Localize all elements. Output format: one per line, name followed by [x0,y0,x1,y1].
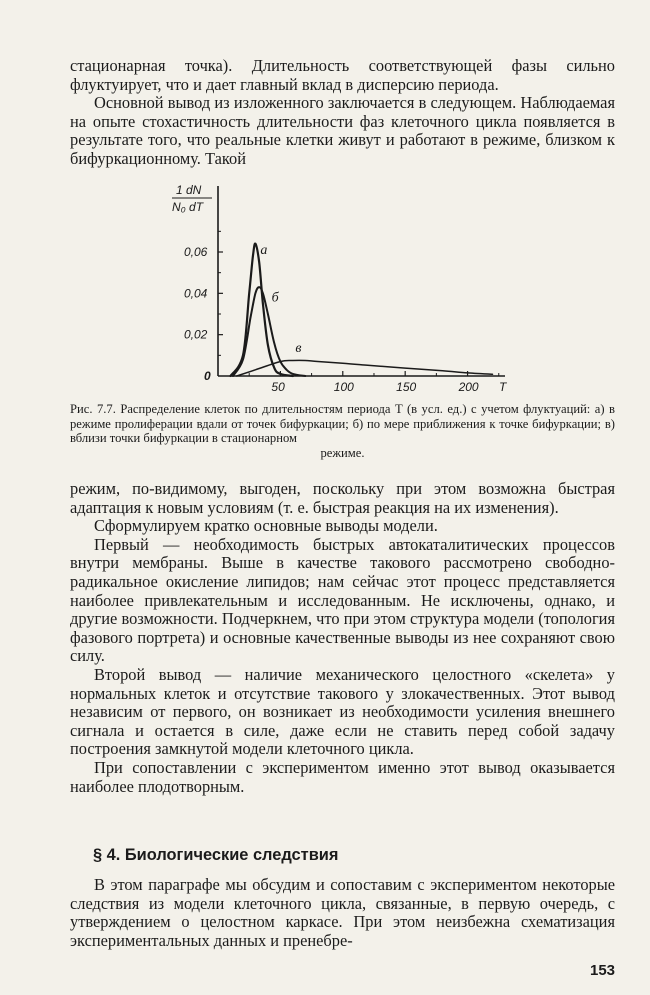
curve-label-a: а [260,243,268,259]
paragraph: режим, по-видимому, выгоден, поскольку при этом возможна быстрая адаптация к новым условиям (т. е. быстрая реакция на их изменения). [70,479,615,517]
x-tick-label: 200 [458,380,479,394]
curve-b [233,287,305,376]
y-tick-label: 0,06 [184,245,208,259]
x-axis-label: T [499,380,507,394]
x-tick-label: 100 [333,380,354,394]
section-heading: § 4. Биологические следствия [93,846,339,864]
curve-label-b: б [271,290,279,306]
caption-text-end: режиме. [320,445,365,460]
y-axis-label-bottom: N₀ dT [172,200,204,214]
page-number: 153 [590,962,616,979]
chart-curves [231,244,493,376]
distribution-chart [160,180,525,395]
origin-label: 0 [204,369,211,383]
paragraph: стационарная точка). Длительность соответствующей фазы сильно флуктуирует, что и дает главный вклад в дисперсию периода. [70,56,615,94]
paragraph: Основной вывод из изложенного заключается в следующем. Наблюдаемая на опыте стохастичность длительности фаз клеточного цикла появляется в результате того, что реальные клетки живут и работают в режиме, близком к бифуркационному. Такой [70,93,615,168]
paragraph: Первый — необходимость быстрых автокаталитических процессов внутри мембраны. Выше в качестве такового рассмотрено свободно-радикальное окисление липидов; нам сейчас этот процесс представляется наиболее привлекательным и исследованным. Не исключены, однако, и другие возможности. Подчеркнем, что при этом структура модели (топология фазового портрета) и основные качественные выводы из нее сохраняют свою силу. [70,534,615,666]
paragraph: При сопоставлении с экспериментом именно этот вывод оказывается наиболее плодотворным. [70,757,615,796]
figure-caption [70,402,615,460]
x-tick-label: 150 [396,380,417,394]
paragraph: Второй вывод — наличие механического целостного «скелета» у нормальных клеток и отсутствие такового у злокачественных. Этот вывод независим от первого, он возникает из необходимости усиления внешнего сигнала и остается в силе, даже если не ставить перед собой задачу построения замкнутой модели клеточного цикла. [70,664,615,759]
y-tick-label: 0,04 [184,286,208,301]
y-axis-label-top: 1 dN [176,183,202,197]
text-block-top [70,57,615,169]
curve-a [231,244,293,376]
paragraph: Сформулируем кратко основные выводы модели. [94,516,438,536]
caption-text: Рис. 7.7. Распределение клеток по длительностям периода T (в усл. ед.) с учетом флуктуаций: а) в режиме пролиферации вдали от точек бифуркации; б) по мере приближения к точке бифуркации; в) вблизи точки бифуркации в стационарном [70,402,615,446]
text-block-middle [70,480,615,796]
x-tick-label: 50 [271,380,285,394]
text-block-bottom [70,876,615,950]
curve-label-v: в [295,341,302,357]
paragraph: В этом параграфе мы обсудим и сопоставим с экспериментом некоторые следствия из модели клеточного цикла, связанные, в первую очередь, с утверждением о целостном каркасе. При этом неизбежна схематизация экспериментальных данных и пренебре- [70,875,615,950]
figure-7-7 [160,180,525,395]
chart-ticks [184,231,499,394]
y-tick-label: 0,02 [184,327,208,342]
